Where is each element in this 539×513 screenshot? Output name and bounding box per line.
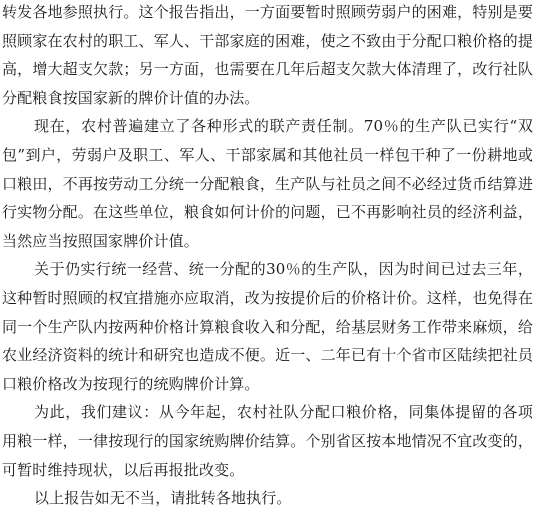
paragraph-2: 现在，农村普遍建立了各种形式的联产责任制。70％的生产队已实行“双包”到户，劳弱户及职工、军人、干部家属和其他社员一样包干种了一份耕地或口粮田，不再按劳动工分统一分配粮食，生产队与社员之间不必经过货币结算进行实物分配。在这些单位，粮食如何计价的问题，已不再影响社员的经济利益，当然应当按照国家牌价计值。: [2, 117, 533, 250]
paragraph-1: 转发各地参照执行。这个报告指出，一方面要暂时照顾劳弱户的困难，特别是要照顾家在农村的职工、军人、干部家庭的困难，使之不致由于分配口粮价格的提高，增大超支欠款；另一方面，也需要在几年后超支欠款大体清理了，改行社队分配粮食按国家新的牌价计值的办法。: [2, 3, 533, 107]
paragraph-5: 以上报告如无不当，请批转各地执行。: [34, 489, 292, 508]
paragraph-4: 为此，我们建议：从今年起，农村社队分配口粮价格，同集体提留的各项用粮一样，一律按现行的国家统购牌价结算。个别省区按本地情况不宜改变的，可暂时维持现状，以后再报批改变。: [2, 403, 533, 479]
paragraph-3: 关于仍实行统一经营、统一分配的30％的生产队，因为时间已过去三年，这种暂时照顾的权宜措施亦应取消，改为按提价后的价格计价。这样，也免得在同一个生产队内按两种价格计算粮食收入和分配，给基层财务工作带来麻烦，给农业经济资料的统计和研究也造成不便。近一、二年已有十个省市区陆续把社员口粮价格改为按现行的统购牌价计算。: [2, 260, 533, 393]
